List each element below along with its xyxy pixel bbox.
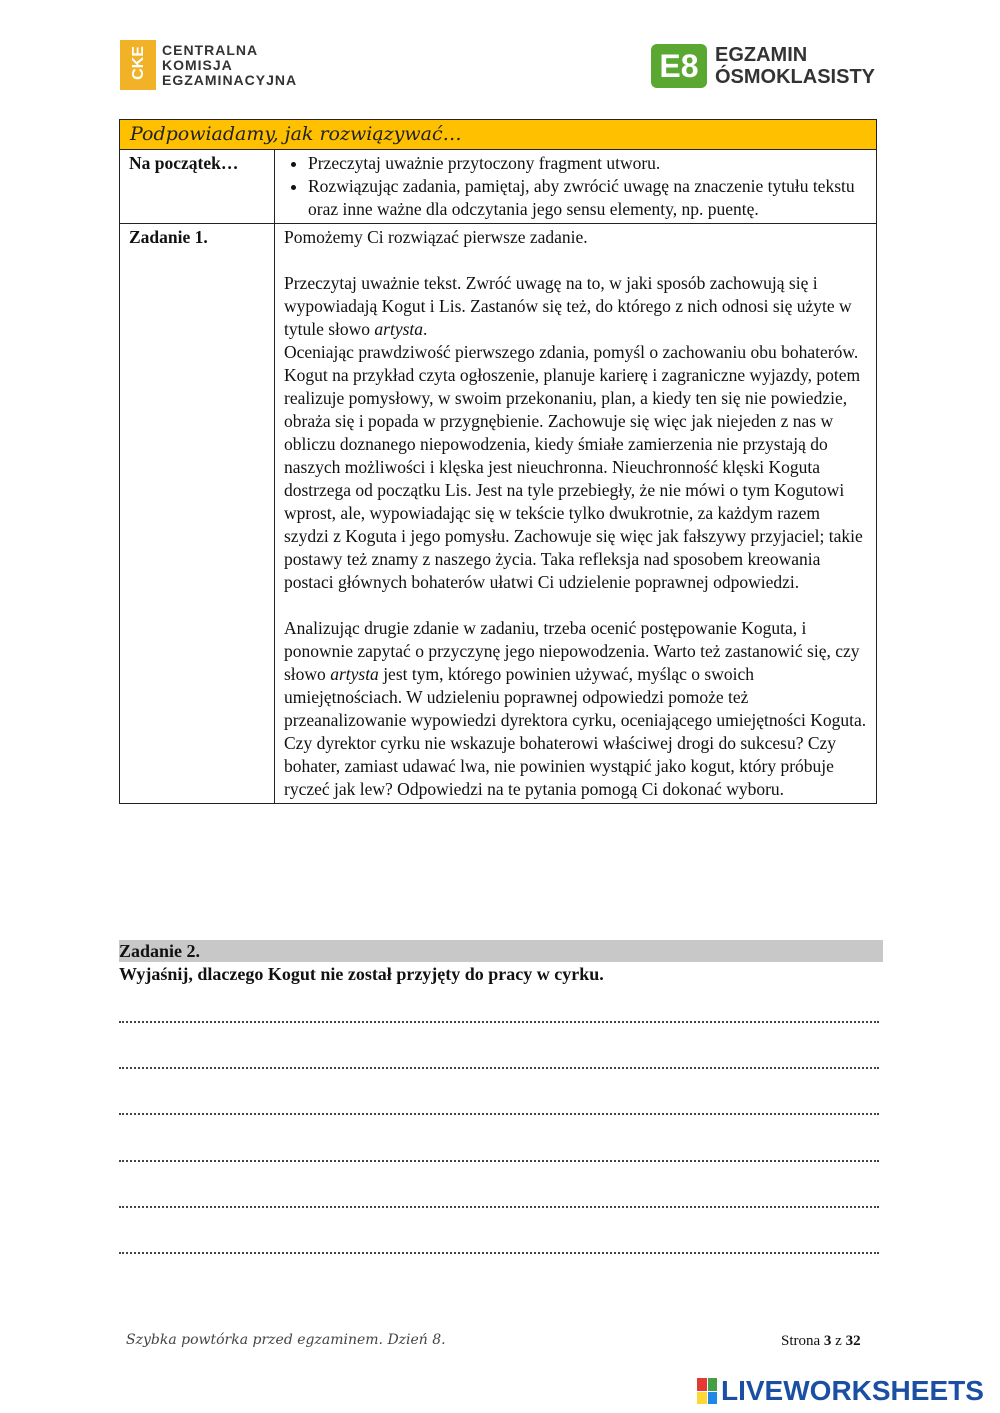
e8-line-2: ÓSMOKLASISTY bbox=[715, 66, 876, 88]
e8-logo bbox=[651, 44, 875, 88]
task2-question: Wyjaśnij, dlaczego Kogut nie został przyjęty do pracy w cyrku. bbox=[119, 964, 604, 984]
e8-logo-mark: E8 bbox=[651, 44, 707, 88]
liveworksheets-watermark: LIVEWORKSHEETS bbox=[697, 1375, 984, 1407]
answer-line-3[interactable] bbox=[119, 1112, 879, 1115]
cke-logo bbox=[120, 40, 297, 90]
footer-title: Szybka powtórka przed egzaminem. Dzień 8. bbox=[126, 1332, 446, 1348]
answer-line-4[interactable] bbox=[119, 1159, 879, 1162]
hints-row-start bbox=[120, 150, 877, 224]
cke-line-3: EGZAMINACYJNA bbox=[162, 71, 298, 88]
answer-line-5[interactable] bbox=[119, 1205, 879, 1208]
hints-row-task1 bbox=[120, 224, 877, 804]
answer-line-1[interactable] bbox=[119, 1020, 879, 1023]
task1-intro: Pomożemy Ci rozwiązać pierwsze zadanie. bbox=[284, 227, 588, 247]
answer-line-2[interactable] bbox=[119, 1066, 879, 1069]
answer-line-6[interactable] bbox=[119, 1251, 879, 1254]
task2-title: Zadanie 2. bbox=[119, 940, 883, 962]
hint-bullet-1: • Przeczytaj uważnie przytoczony fragment utworu. bbox=[308, 152, 867, 175]
row-label-start: Na początek… bbox=[120, 150, 275, 224]
hints-table bbox=[119, 119, 877, 804]
e8-line-1: EGZAMIN bbox=[715, 44, 808, 66]
row-label-task1: Zadanie 1. bbox=[120, 224, 275, 804]
task1-paragraph-1: Przeczytaj uważnie tekst. Zwróć uwagę na to, w jaki sposób zachowują się i wypowiadają Kogut i Lis. Zastanów się też, do którego z nich odnosi się użyte w tytule słowo artysta. bbox=[284, 273, 852, 339]
cke-line-1: CENTRALNA bbox=[162, 41, 259, 58]
cke-line-2: KOMISJA bbox=[162, 56, 233, 73]
cke-logo-mark: CKE bbox=[120, 40, 156, 90]
hints-title: Podpowiadamy, jak rozwiązywać… bbox=[120, 120, 877, 150]
liveworksheets-icon bbox=[697, 1378, 717, 1404]
task1-paragraph-3: Analizując drugie zdanie w zadaniu, trzeba ocenić postępowanie Koguta, i ponownie zapytać o przyczynę jego niepowodzenia. Warto też zastanowić się, czy słowo artysta jest tym, którego powinien używać, myśląc o swoich umiejętnościach. W udzieleniu poprawnej odpowiedzi pomoże też przeanalizowanie wypowiedzi dyrektora cyrku, oceniającego umiejętności Koguta. Czy dyrektor cyrku nie wskazuje bohaterowi właściwej drogi do sukcesu? Czy bohater, zamiast udawać lwa, nie powinien wystąpić jako kogut, który próbuje ryczeć jak lew? Odpowiedzi na te pytania pomogą Ci dokonać wyboru. bbox=[284, 618, 867, 799]
task1-paragraph-2: Oceniając prawdziwość pierwszego zdania, pomyśl o zachowaniu obu bohaterów. Kogut na przykład czyta ogłoszenie, planuje karierę i zagraniczne wyjazdy, potem realizuje pomysłowy, w swoim przekonaniu, plan, a kiedy ten się nie powiedzie, obraża się i popada w przygnębienie. Zachowuje się więc jak niejeden z nas w obliczu doznanego niepowodzenia, kiedy śmiałe zamierzenia nie przystają do naszych możliwości i klęska jest nieuchronna. Nieuchronność klęski Koguta dostrzega od początku Lis. Jest na tyle przebiegły, że nie mówi o tym Kogutowi wprost, ale, wypowiadając się w tekście tylko dwukrotnie, za każdym razem szydzi z Koguta i jego pomysłu. Zachowuje się więc jak fałszywy przyjaciel; takie postawy też znamy z naszego życia. Taka refleksja nad sposobem kreowania postaci głównych bohaterów ułatwi Ci udzielenie poprawnej odpowiedzi. bbox=[284, 342, 863, 592]
hint-bullet-2: • Rozwiązując zadania, pamiętaj, aby zwrócić uwagę na znaczenie tytułu tekstu oraz inne ważne dla odczytania jego sensu elementy, np. puentę. bbox=[308, 175, 867, 221]
page-number: Strona 3 z 32 bbox=[781, 1333, 861, 1349]
